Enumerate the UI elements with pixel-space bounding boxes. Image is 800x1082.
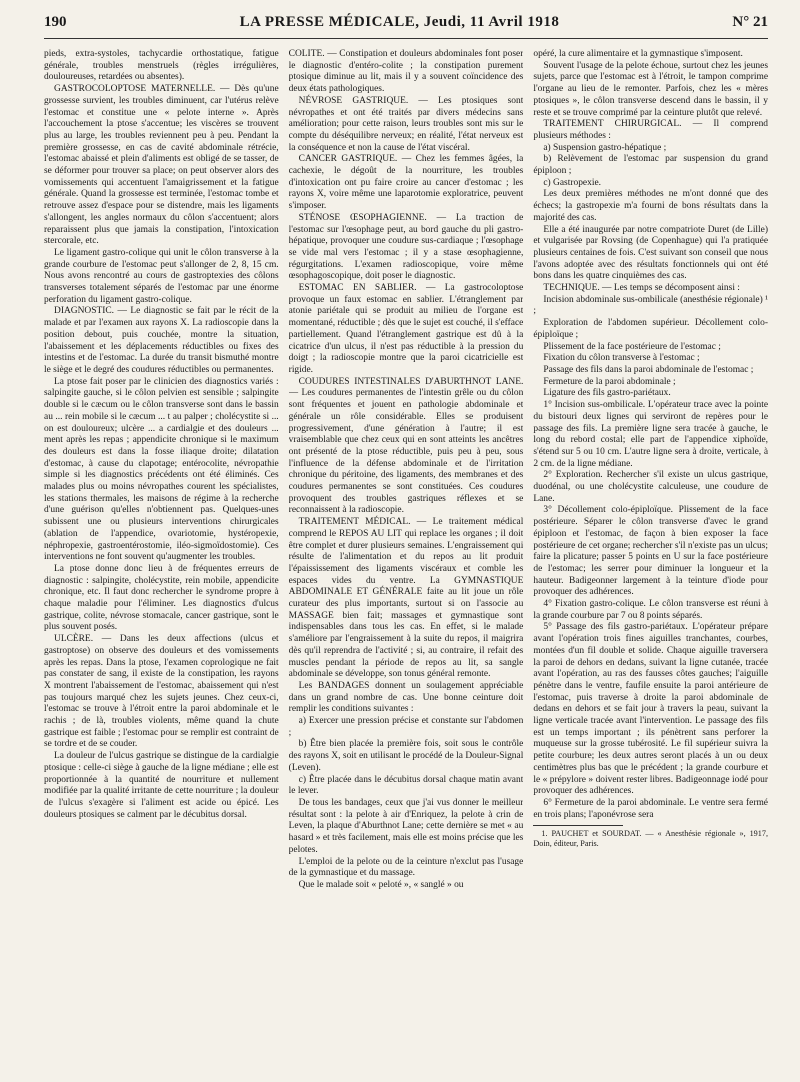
paragraph: c) Être placée dans le décubitus dorsal chaque matin avant le lever.: [288, 774, 524, 797]
paragraph: a) Suspension gastro-hépatique ;: [543, 142, 667, 153]
paragraph: 3° Décollement colo-épiploïque. Plissement de la face postérieure. Séparer le côlon transverse d'avec le grand épiploon et l'estomac, de façon à bien exposer la face postérieure de cet organe; rechercher s'il n'existe pas un ulcus; faire la plicature; passer 5 points en U sur la face postérieure de l'estomac; les serrer pour diminuer la longueur et la hauteur. Badigeonner largement à la teinture d'iode pour provoquer des adhérences.: [533, 505, 769, 598]
paragraph: Incision abdominale sus-ombilicale (anesthésie régionale) ¹ ;: [533, 294, 769, 317]
paragraph: Elle a été inaugurée par notre compatriote Duret (de Lille) et vulgarisée par Rovsing (de Copenhague) qui l'a pratiquée plusieurs centaines de fois. C'est suivant son conseil que nous l'avons adoptée avec des résultats fonctionnels qui ont été bons dans les quatre cinquièmes des cas.: [533, 224, 769, 282]
paragraph: Les BANDAGES donnent un soulagement appréciable dans un grand nombre de cas. Une bonne ceinture doit remplir les conditions suivantes :: [288, 680, 524, 715]
paragraph: La ptose fait poser par le clinicien des diagnostics variés : salpingite gauche, si le côlon pelvien est sensible ; salpingite double si le cæcum ou le côlon transverse sont dans le bassin au ... rein mobile si le cæcum ... t au palper ; cholécystite si ... on est douloureux; ulcère ... a cardialgie et des douleurs ... ment après les repas ; appendicite chronique si le maximum des douleurs est dans la fosse iliaque droite; dilatation d'estomac, à cause du clapotage; entérocolite, névropathie simple si les diagnostics précédents ont été éliminés. Ces malades plus ou moins névropathes courent les spécialistes, les stations thermales, les maisons de régime à la recherche d'une guérison qu'elles n'obtiennent pas. Quelques-unes subissent une ou plusieurs interventions chirurgicales (ablation de l'appendice, ovariotomie, hystéropexie, néphropexie, gastroentérostomie, iléo-sigmoïdostomie). Ces interventions ne font souvent qu'augmenter les troubles.: [44, 376, 279, 563]
journal-title: LA PRESSE MÉDICALE, Jeudi, 11 Avril 1918: [239, 14, 560, 30]
paragraph: Passage des fils dans la paroi abdominale de l'estomac ;: [543, 364, 754, 375]
paragraph: STÉNOSE ŒSOPHAGIENNE. — La traction de l'estomac sur l'œsophage peut, au bord gauche du pli gastro-hépatique, provoquer une coudure sus-cardiaque ; l'œsophage se vide mal vers l'estomac ; il y a stase œsophagienne, régurgitations. L'examen radioscopique, voire même œsophagoscopique, doit poser le diagnostic.: [288, 212, 524, 282]
paragraph: 4° Fixation gastro-colique. Le côlon transverse est réuni à la grande courbure par 7 ou 8 points séparés.: [533, 599, 769, 621]
paragraph: Ligature des fils gastro-pariétaux.: [543, 388, 671, 399]
paragraph: CANCER GASTRIQUE. — Chez les femmes âgées, la cachexie, le dégoût de la nourriture, les troubles d'intoxication ont pu faire croire au cancer d'estomac ; les rayons X, voire même une laparotomie exploratrice, peuvent s'imposer.: [288, 154, 524, 212]
paragraph: La ptose donne donc lieu à de fréquentes erreurs de diagnostic : salpingite, cholécystite, rein mobile, appendicite chronique, etc. Il faut donc rechercher le syndrome propre à chaque maladie pour l'éliminer. Les diagnostics d'ulcus gastrique, colite, névrose stomacale, cancer gastrique, sont le plus souvent posés.: [44, 563, 279, 633]
paragraph: COUDURES INTESTINALES D'ABURTHNOT LANE. — Les coudures permanentes de l'intestin grêle ou du côlon sont fréquentes et jouent en pathologie abdominale et générale un rôle considérable. Elles se produisent progressivement, d'une génération à l'autre; il est vraisemblable que chez ceux qui en sont atteints les ancêtres ont présenté de la ptose réductible, puis peu à peu, sous l'influence de la défense abdominale et de l'irritation chronique du péritoine, des ligaments, des membranes et des coudures permanentes se sont constituées. Ces coudures provoquent des troubles gastriques réflexes et se reconnaissent à la radioscopie.: [288, 376, 524, 516]
paragraph: opéré, la cure alimentaire et la gymnastique s'imposent.: [533, 49, 743, 59]
footnote: 1. PAUCHET et SOURDAT. — « Anesthésie régionale », 1917, Doin, éditeur, Paris.: [533, 829, 769, 849]
paragraph: Souvent l'usage de la pelote échoue, surtout chez les jeunes sujets, parce que l'estomac est à l'étroit, le tampon comprime l'organe au lieu de le remonter. Parfois, chez les « mères ptosiques », le côlon transverse descend dans le bassin, il y reste et se trouve comprimé par la ceinture plutôt que relevé.: [533, 60, 769, 118]
paragraph: b) Relèvement de l'estomac par suspension du grand épiploon ;: [533, 154, 769, 177]
column-left: [44, 49, 279, 1049]
paragraph: Fermeture de la paroi abdominale ;: [543, 376, 676, 387]
page-header: [44, 14, 768, 36]
paragraph: 5° Passage des fils gastro-pariétaux. L'opérateur prépare avant l'opération trois fines aiguilles tranchantes, courbes, montées d'un fil double et solide. Chaque aiguille traversera la paroi de dehors en dedans, suivant la ligne cutanée, tracée avant l'opération, au ras des fausses côtes gauches; l'aiguille pénètre dans le ventre, faufile ensuite la paroi antérieure de l'estomac, puis traverse à droite la paroi abdominale de dedans en dehors et se fait jour à travers la peau, suivant la ligne verticale tracée avant l'intervention. Le passage des fils est un temps important ; ils pénètrent sans perforer la muqueuse sur la grosse tubérosité. Le fil supérieur suivra la petite courbure; les deux autres seront placés à un ou deux centimètres plus bas que le précédent ; la grande courbure et le « prépylore » doivent rester libres. Badigeonnage iodé pour provoquer des adhérences.: [533, 622, 769, 797]
paragraph: L'emploi de la pelote ou de la ceinture n'exclut pas l'usage de la gymnastique et du massage.: [288, 856, 524, 879]
paragraph: ULCÈRE. — Dans les deux affections (ulcus et gastroptose) on observe des douleurs et des vomissements après les repas. Dans la ptose, l'examen coprologique ne fait pas constater de sang, il existe de la constipation, les rayons X montrent l'abaissement de l'estomac, abaissement qui n'est pas toujours marqué chez les sujets jeunes. Chez ceux-ci, l'estomac se trouve à l'étroit entre la paroi abdominale et le rachis ; de là, troubles violents, même quand la chute gastrique est faible ; l'estomac pour se remplir est contraint de se tordre et de se couder.: [44, 634, 279, 750]
paragraph: Que le malade soit « peloté », « sanglé » ou: [298, 879, 464, 890]
column-right: [533, 49, 768, 1049]
text-columns: [44, 49, 768, 1049]
paragraph: a) Exercer une pression précise et constante sur l'abdomen ;: [288, 716, 524, 738]
paragraph: De tous les bandages, ceux que j'ai vus donner le meilleur résultat sont : la pelote à air d'Enriquez, la pelote à crin de Leven, la plaque d'Aburthnot Lane; cette dernière se met « au hasard » et très facilement, mais elle est moins précise que les pelotes.: [288, 798, 524, 855]
paragraph: GASTROCOLOPTOSE MATERNELLE. — Dès qu'une grossesse survient, les troubles diminuent, car l'utérus relève l'estomac et constitue une « pelote interne ». Après l'accouchement la ptose s'accentue; les viscères se trouvent plus au large, les troubles reviennent peu à peu. Pendant la première grossesse, en cas de cavité abdominale rétrécie, l'estomac abaissé et plein d'aliments est obligé de se tasser, de se déformer pour trouver sa place; on peut observer alors des vomissements qui accentuent l'amaigrissement et la fatigue générale. Quand la grossesse est terminée, l'estomac tombe et retrouve assez d'espace pour se distendre, mais les ligaments s'allongent, les angles normaux du côlon s'accentuent; alors reparaissent plus que jamais la constipation, l'intoxication stercorale, etc.: [44, 84, 279, 247]
paragraph: pieds, extra-systoles, tachycardie orthostatique, fatigue générale, troubles menstruels (règles irrégulières, douloureuses, retardées ou absentes).: [44, 49, 279, 83]
issue-number: N° 21: [732, 14, 768, 30]
paragraph: 2° Exploration. Rechercher s'il existe un ulcus gastrique, duodénal, ou une cholécystite calculeuse, une coudure de Lane.: [533, 470, 769, 504]
paragraph: b) Être bien placée la première fois, soit sous le contrôle des rayons X, soit en utilisant le procédé de la Douleur-Signal (Leven).: [288, 739, 524, 773]
column-middle: [289, 49, 524, 1049]
paragraph: Plissement de la face postérieure de l'estomac ;: [543, 341, 721, 352]
paragraph: COLITE. — Constipation et douleurs abdominales font poser le diagnostic d'entéro-colite ; la constipation purement ptosique diminue au lit, mais il y a souvent coïncidence des deux états pathologiques.: [288, 49, 524, 95]
paragraph: Exploration de l'abdomen supérieur. Décollement colo-épiploïque ;: [533, 318, 769, 340]
paragraph: Les deux premières méthodes ne m'ont donné que des échecs; la gastropexie m'a fourni de bons résultats dans la majorité des cas.: [533, 189, 769, 223]
paragraph: La douleur de l'ulcus gastrique se distingue de la cardialgie ptosique : celle-ci siège à gauche de la ligne médiane ; elle est proportionnée à la quantité de nourriture et nullement modifiée par la qualité irritante de cette nourriture ; la douleur de l'ulcus s'exagère si l'aliment est acide ou épicé. Les douleurs ptosiques se calment par le décubitus dorsal.: [44, 751, 279, 820]
paragraph: ESTOMAC EN SABLIER. — La gastrocoloptose provoque un faux estomac en sablier. L'étranglement par atonie pariétale qui se produit au milieu de l'organe est momentané, réductible ; dès que le sujet est couché, il s'efface partiellement. Quand l'étranglement gastrique est dû à la cicatrice d'un ulcus, il n'est pas réductible à la pression du doigt ; la radioscopie montre que la paroi cicatricielle est rigide.: [288, 283, 524, 375]
paragraph: c) Gastropexie.: [543, 177, 601, 188]
paragraph: Le ligament gastro-colique qui unit le côlon transverse à la grande courbure de l'estomac peut s'allonger de 2, 8, 15 cm. Nous avons rencontré au cours de gastroptexies des côlons transverses totalement séparés de l'estomac par une énorme perforation du ligament gastro-colique.: [44, 247, 279, 305]
paragraph: NÉVROSE GASTRIQUE. — Les ptosiques sont névropathes et ont été traités par divers médecins sans amélioration; pour cette raison, leurs troubles sont mis sur le compte du déséquilibre nerveux; en réalité, l'état nerveux est la conséquence et non la cause de l'état viscéral.: [288, 95, 524, 153]
paragraph: TRAITEMENT MÉDICAL. — Le traitement médical comprend le REPOS AU LIT qui replace les organes ; il doit être complet et durer plusieurs semaines. L'engraissement qui résulte de l'alimentation et du repos au lit produit l'épaississement des ligaments viscéraux et comble les espaces vides du ventre. La GYMNASTIQUE ABDOMINALE ET GÉNÉRALE faite au lit joue un rôle curateur des plus importants, surtout si on l'associe au MASSAGE bien fait; massages et gymnastique sont indispensables dans tous les cas. En effet, si le malade s'améliore par l'engraissement à la suite du repos, il maigrira dès qu'il reprendra de l'activité ; si, au contraire, il refait des muscles pendant la période de repos au lit, sa sangle abdominale se développe, son tonus général remonte.: [288, 517, 524, 680]
paragraph: Fixation du côlon transverse à l'estomac ;: [543, 353, 700, 364]
paragraph: TRAITEMENT CHIRURGICAL. — Il comprend plusieurs méthodes :: [533, 119, 769, 141]
column-right-body: [533, 49, 768, 821]
paragraph: 6° Fermeture de la paroi abdominale. Le ventre sera fermé en trois plans; l'aponévrose sera: [533, 798, 769, 820]
footnote-rule: [533, 825, 623, 826]
paragraph: DIAGNOSTIC. — Le diagnostic se fait par le récit de la malade et par l'examen aux rayons X. La radioscopie dans la position debout, puis couchée, montre la situation, l'abaissement et les déplacements réductibles ou fixes des intestins et de l'estomac. La durée du transit bismuthé montre le siège et le degré des coudures réductibles ou permanentes.: [44, 306, 279, 375]
header-rule: [44, 38, 768, 39]
page-number: 190: [44, 14, 67, 30]
paragraph: 1° Incision sus-ombilicale. L'opérateur trace avec la pointe du bistouri deux lignes qui serviront de repères pour le passage des fils. La première ligne sera tracée à gauche, le long du rebord costal; elle part de l'appendice xiphoïde, s'étend sur 5 ou 10 cm. L'autre ligne sera à droite, verticale, à 2 cm. de la ligne médiane.: [533, 400, 769, 469]
paragraph: TECHNIQUE. — Les temps se décomposent ainsi :: [543, 283, 740, 294]
